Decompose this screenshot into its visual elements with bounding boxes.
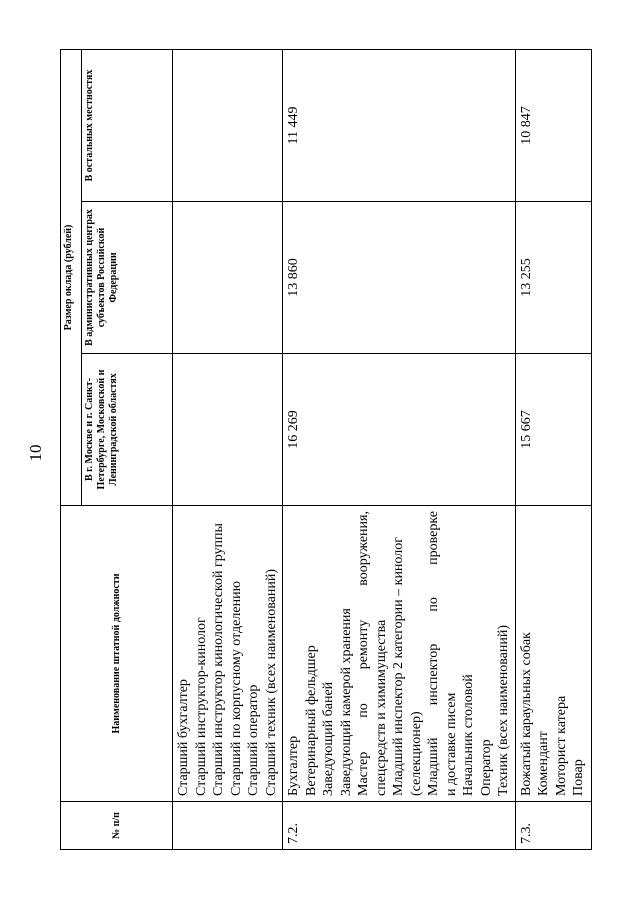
position-name: Вожатый караульных собак: [518, 632, 534, 796]
position-name: Моторист катера: [553, 695, 569, 796]
position-name: Старший бухгалтер: [176, 679, 191, 796]
position-name: Техник (всех наименований): [496, 625, 511, 796]
header-salary: Размер оклада (рублей): [61, 49, 82, 505]
salary-moscow: [173, 354, 283, 506]
table-row: [515, 49, 591, 849]
salary-other: [173, 49, 283, 201]
position-name: Старший инструктор-кинолог: [193, 617, 209, 796]
row-num: 7.3.: [515, 802, 591, 850]
salary-moscow: 16 269: [283, 354, 516, 506]
position-name: (селекционер): [408, 711, 424, 796]
header-other: В остальных местностях: [82, 49, 173, 201]
position-name: Младший инспектор по проверке: [426, 511, 441, 796]
page-number: 10: [26, 444, 45, 462]
position-name: Заведующий баней: [321, 681, 336, 796]
table-row: [173, 49, 283, 849]
header-moscow: В г. Москве и г. Санкт-Петербурге, Московской и Ленинградской областях: [82, 354, 173, 506]
position-name: Комендант: [536, 731, 551, 796]
table-row: [283, 49, 516, 849]
row-names: [283, 506, 516, 802]
position-name: Заведующий камерой хранения: [338, 608, 354, 796]
position-name: Мастер по ремонту вооружения,: [356, 511, 371, 796]
salary-table: [60, 49, 592, 850]
row-num: 7.2.: [283, 802, 516, 850]
header-name: Наименование штатной должности: [61, 506, 173, 802]
position-name: Старший инструктор кинологической группы: [211, 523, 226, 796]
header-num: № п/п: [61, 802, 173, 850]
salary-admin: 13 860: [283, 202, 516, 354]
position-name: Бухгалтер: [286, 735, 301, 796]
row-names: [173, 506, 283, 802]
position-name: Старший оператор: [246, 684, 261, 796]
position-name: Младший инспектор 2 категории – кинолог: [391, 537, 406, 796]
position-name: Начальник столовой: [461, 674, 476, 796]
position-name: Старший техник (всех наименований): [263, 568, 279, 796]
row-names: [515, 506, 591, 802]
position-name: Повар: [571, 759, 586, 796]
row-num: [173, 802, 283, 850]
salary-admin: [173, 202, 283, 354]
header-admin: В административных центрах субъектов Российской Федерации: [82, 202, 173, 354]
rotated-table-container: [60, 50, 586, 850]
salary-admin: 13 255: [515, 202, 591, 354]
position-name: Старший по корпусному отделению: [228, 580, 244, 796]
position-name: Оператор: [478, 739, 494, 796]
position-name: спецсредств и химимущества: [373, 619, 389, 796]
position-name: Ветеринарный фельдшер: [303, 645, 319, 796]
position-name: и доставке писем: [443, 692, 459, 796]
salary-moscow: 15 667: [515, 354, 591, 506]
salary-other: 10 847: [515, 49, 591, 201]
salary-other: 11 449: [283, 49, 516, 201]
